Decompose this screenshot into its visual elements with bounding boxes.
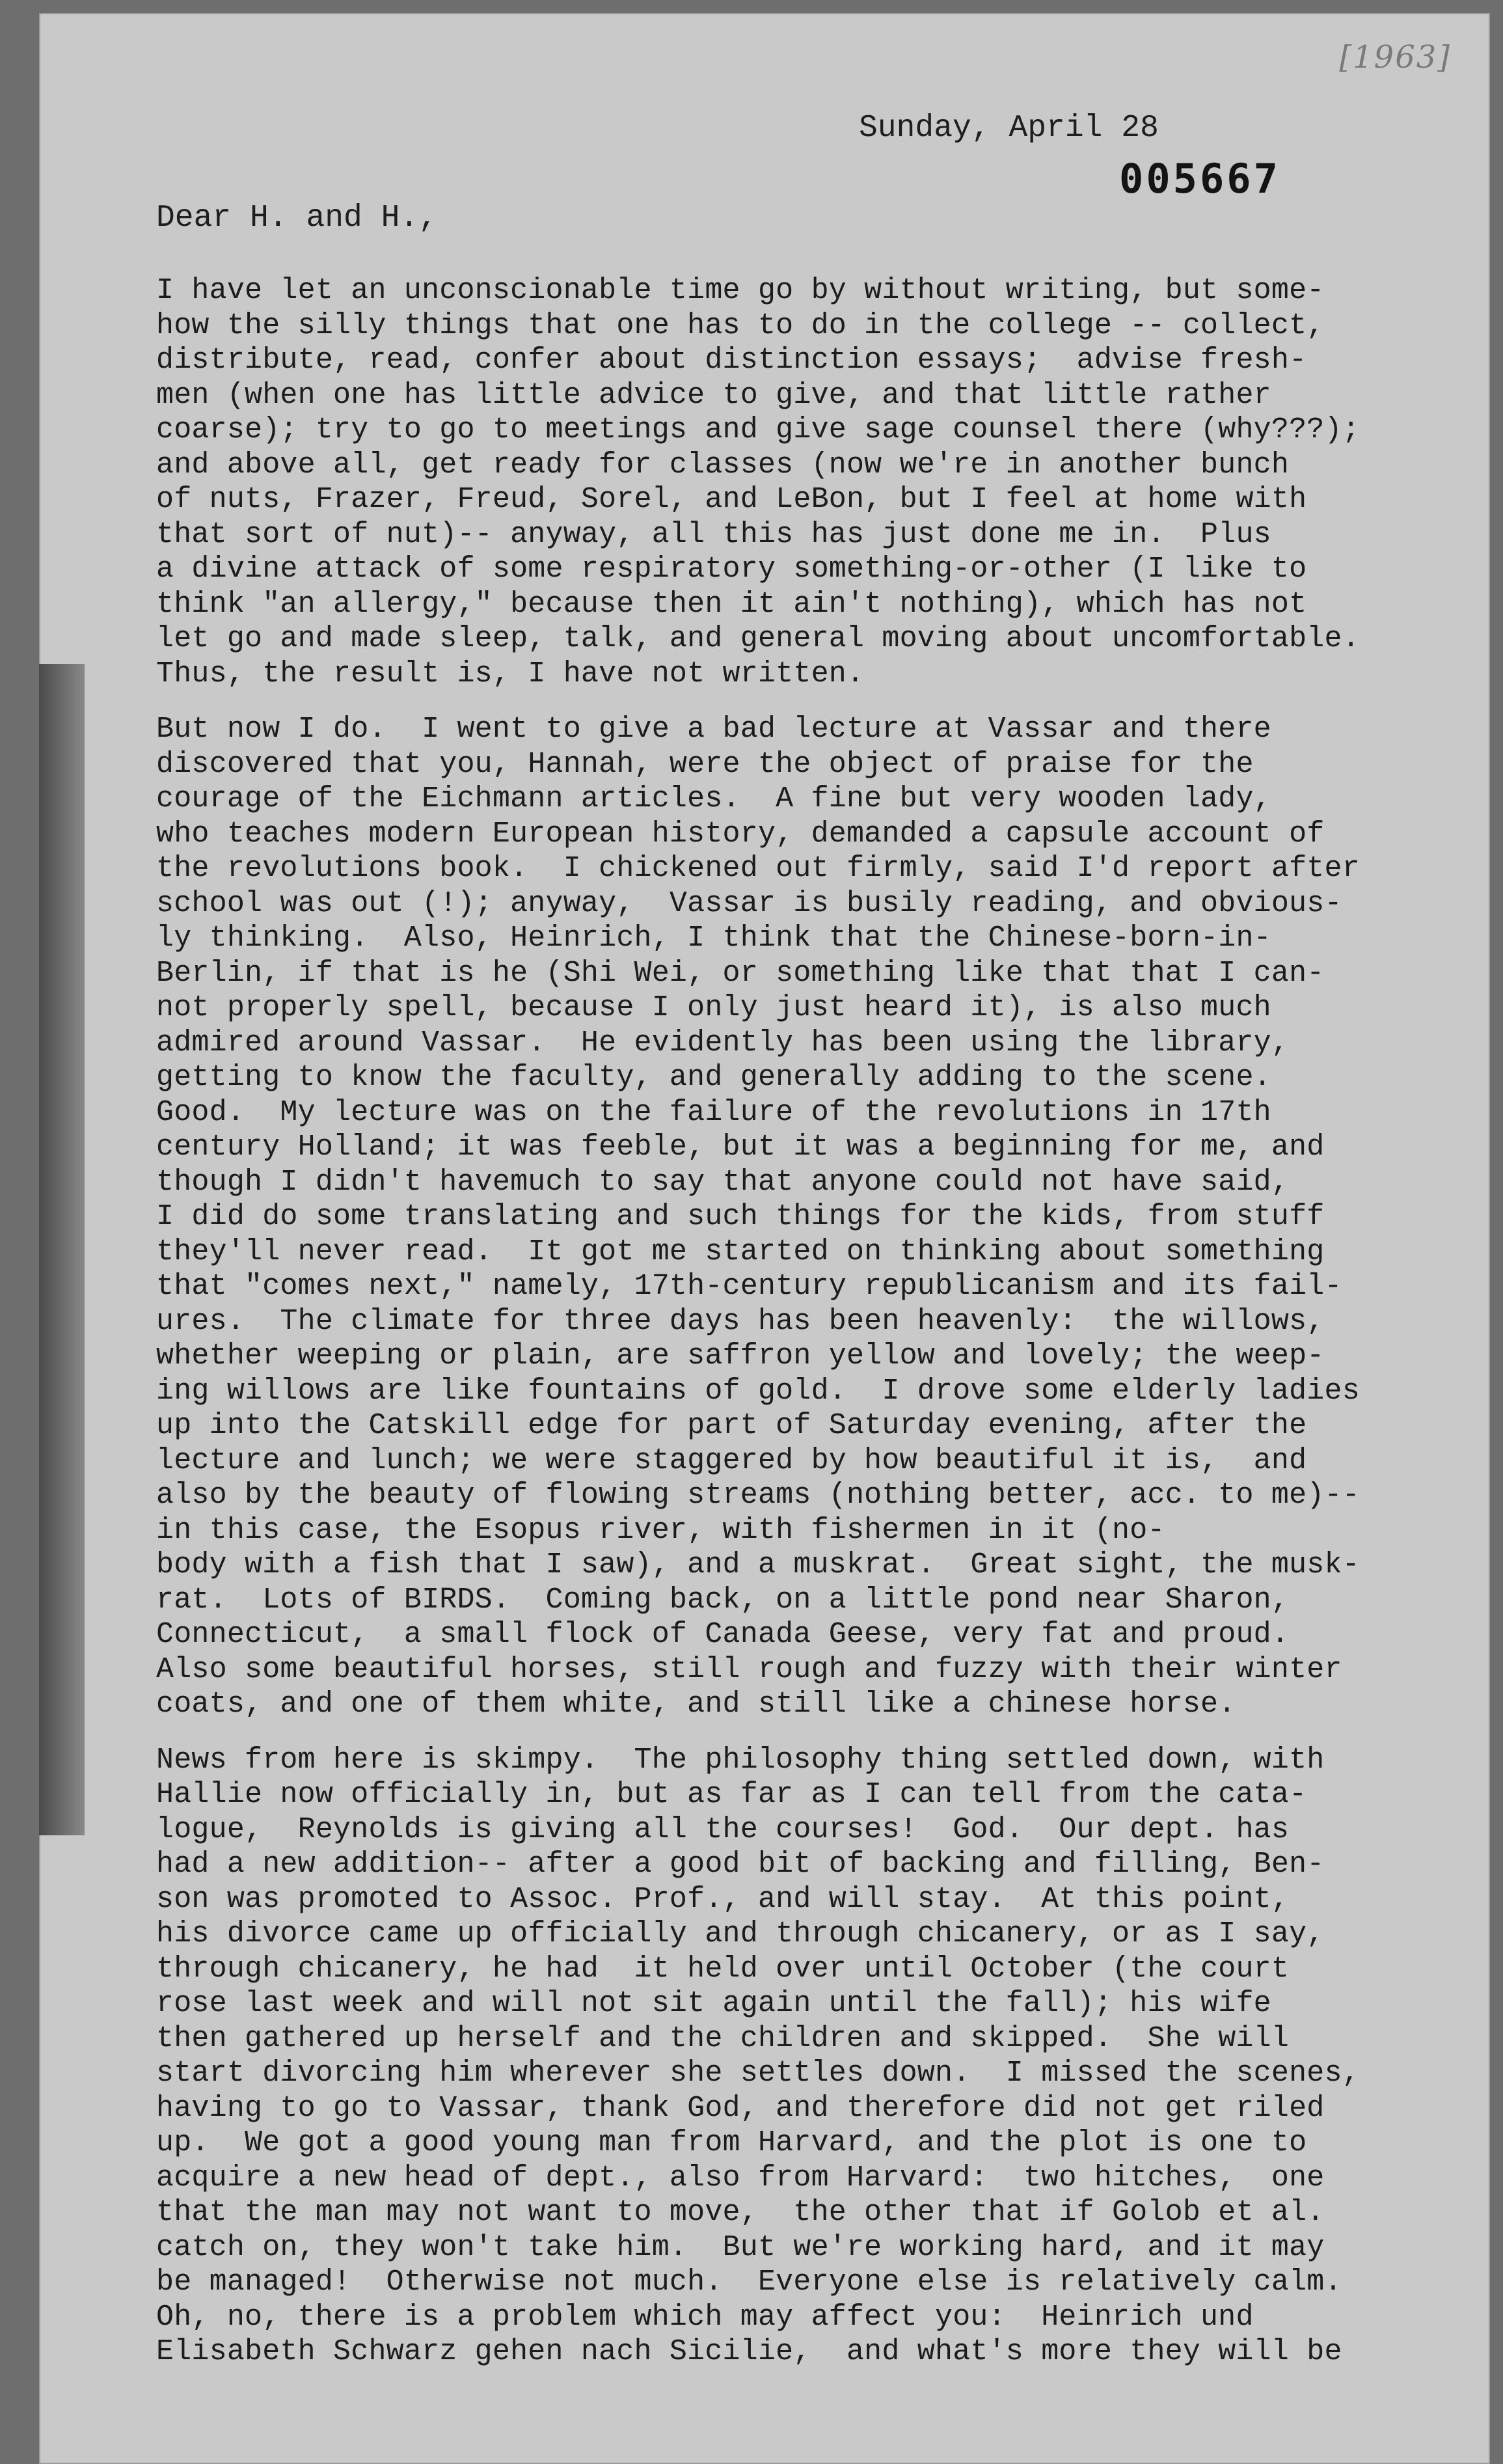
text-line: coarse); try to go to meetings and give sage counsel there (why???);: [156, 413, 1360, 446]
text-line: Good. My lecture was on the failure of the revolutions in 17th: [156, 1095, 1271, 1129]
text-line: body with a fish that I saw), and a muskrat. Great sight, the musk-: [156, 1548, 1360, 1581]
text-line: Connecticut, a small flock of Canada Geese, very fat and proud.: [156, 1618, 1290, 1651]
text-line: then gathered up herself and the children and skipped. She will: [156, 2021, 1290, 2055]
text-line: News from here is skimpy. The philosophy thing settled down, with: [156, 1743, 1325, 1777]
text-line: courage of the Eichmann articles. A fine but very wooden lady,: [156, 782, 1271, 815]
text-line: in this case, the Esopus river, with fishermen in it (no-: [156, 1513, 1165, 1547]
text-line: getting to know the faculty, and generally adding to the scene.: [156, 1061, 1271, 1094]
text-line: not properly spell, because I only just heard it), is also much: [156, 991, 1271, 1024]
text-line: who teaches modern European history, demanded a capsule account of: [156, 817, 1325, 851]
text-line: rat. Lots of BIRDS. Coming back, on a little pond near Sharon,: [156, 1583, 1290, 1617]
text-line: Oh, no, there is a problem which may affect you: Heinrich und: [156, 2300, 1254, 2334]
text-line: had a new addition-- after a good bit of backing and filling, Ben-: [156, 1848, 1325, 1881]
text-line: whether weeping or plain, are saffron yellow and lovely; the weep-: [156, 1339, 1325, 1373]
text-line: rose last week and will not sit again until the fall); his wife: [156, 1987, 1271, 2020]
page-edge-shadow: [39, 664, 85, 1835]
text-line: how the silly things that one has to do in the college -- collect,: [156, 308, 1325, 342]
text-line: of nuts, Frazer, Freud, Sorel, and LeBon, but I feel at home with: [156, 483, 1307, 516]
text-line: logue, Reynolds is giving all the courses! God. Our dept. has: [156, 1813, 1290, 1846]
text-line: Hallie now officially in, but as far as I can tell from the cata-: [156, 1778, 1307, 1811]
text-line: discovered that you, Hannah, were the object of praise for the: [156, 747, 1254, 781]
text-line: admired around Vassar. He evidently has been using the library,: [156, 1026, 1290, 1060]
text-line: ly thinking. Also, Heinrich, I think that the Chinese-born-in-: [156, 922, 1271, 955]
text-line: I did do some translating and such things for the kids, from stuff: [156, 1200, 1325, 1233]
letter-body: [156, 273, 1483, 2390]
paragraph-1: [156, 273, 1483, 691]
paragraph-2: [156, 712, 1483, 1722]
text-line: and above all, get ready for classes (now we're in another bunch: [156, 448, 1290, 482]
salutation: Dear H. and H.,: [156, 200, 438, 236]
text-line: Thus, the result is, I have not written.: [156, 657, 865, 691]
text-line: his divorce came up officially and through chicanery, or as I say,: [156, 1917, 1325, 1951]
paragraph-3: [156, 1743, 1483, 2370]
text-line: acquire a new head of dept., also from Harvard: two hitches, one: [156, 2161, 1325, 2195]
text-line: catch on, they won't take him. But we're working hard, and it may: [156, 2230, 1325, 2264]
document-number-stamp: 005667: [1119, 155, 1280, 202]
text-line: also by the beauty of flowing streams (nothing better, acc. to me)--: [156, 1479, 1360, 1512]
text-line: coats, and one of them white, and still like a chinese horse.: [156, 1688, 1236, 1721]
archive-date-note: [1963]: [1339, 39, 1451, 75]
text-line: that the man may not want to move, the other that if Golob et al.: [156, 2196, 1325, 2229]
text-line: men (when one has little advice to give, and that little rather: [156, 378, 1271, 412]
text-line: But now I do. I went to give a bad lecture at Vassar and there: [156, 713, 1271, 746]
text-line: having to go to Vassar, thank God, and therefore did not get riled: [156, 2091, 1325, 2125]
text-line: up into the Catskill edge for part of Saturday evening, after the: [156, 1409, 1307, 1442]
text-line: ing willows are like fountains of gold. I drove some elderly ladies: [156, 1374, 1360, 1408]
text-line: let go and made sleep, talk, and general moving about uncomfortable.: [156, 622, 1360, 655]
text-line: ures. The climate for three days has been heavenly: the willows,: [156, 1304, 1325, 1338]
text-line: start divorcing him wherever she settles down. I missed the scenes,: [156, 2057, 1360, 2090]
text-line: they'll never read. It got me started on thinking about something: [156, 1235, 1325, 1268]
text-line: century Holland; it was feeble, but it was a beginning for me, and: [156, 1130, 1325, 1164]
text-line: I have let an unconscionable time go by without writing, but some-: [156, 274, 1325, 307]
text-line: be managed! Otherwise not much. Everyone else is relatively calm.: [156, 2266, 1342, 2299]
text-line: Elisabeth Schwarz gehen nach Sicilie, and what's more they will be: [156, 2335, 1342, 2368]
text-line: think "an allergy," because then it ain't nothing), which has not: [156, 587, 1307, 621]
text-line: school was out (!); anyway, Vassar is busily reading, and obvious-: [156, 886, 1342, 920]
letter-date: Sunday, April 28: [859, 111, 1159, 146]
text-line: a divine attack of some respiratory something-or-other (I like to: [156, 553, 1307, 586]
text-line: son was promoted to Assoc. Prof., and will stay. At this point,: [156, 1882, 1290, 1916]
text-line: Berlin, if that is he (Shi Wei, or something like that that I can-: [156, 956, 1325, 990]
text-line: through chicanery, he had it held over until October (the court: [156, 1952, 1290, 1986]
letter-page: [39, 13, 1490, 2464]
text-line: that "comes next," namely, 17th-century republicanism and its fail-: [156, 1270, 1342, 1303]
text-line: Also some beautiful horses, still rough and fuzzy with their winter: [156, 1652, 1342, 1686]
text-line: the revolutions book. I chickened out firmly, said I'd report after: [156, 852, 1360, 885]
text-line: up. We got a good young man from Harvard, and the plot is one to: [156, 2126, 1307, 2159]
text-line: though I didn't havemuch to say that anyone could not have said,: [156, 1165, 1290, 1199]
text-line: lecture and lunch; we were staggered by how beautiful it is, and: [156, 1444, 1307, 1477]
text-line: distribute, read, confer about distinction essays; advise fresh-: [156, 344, 1307, 377]
text-line: that sort of nut)-- anyway, all this has just done me in. Plus: [156, 517, 1271, 551]
